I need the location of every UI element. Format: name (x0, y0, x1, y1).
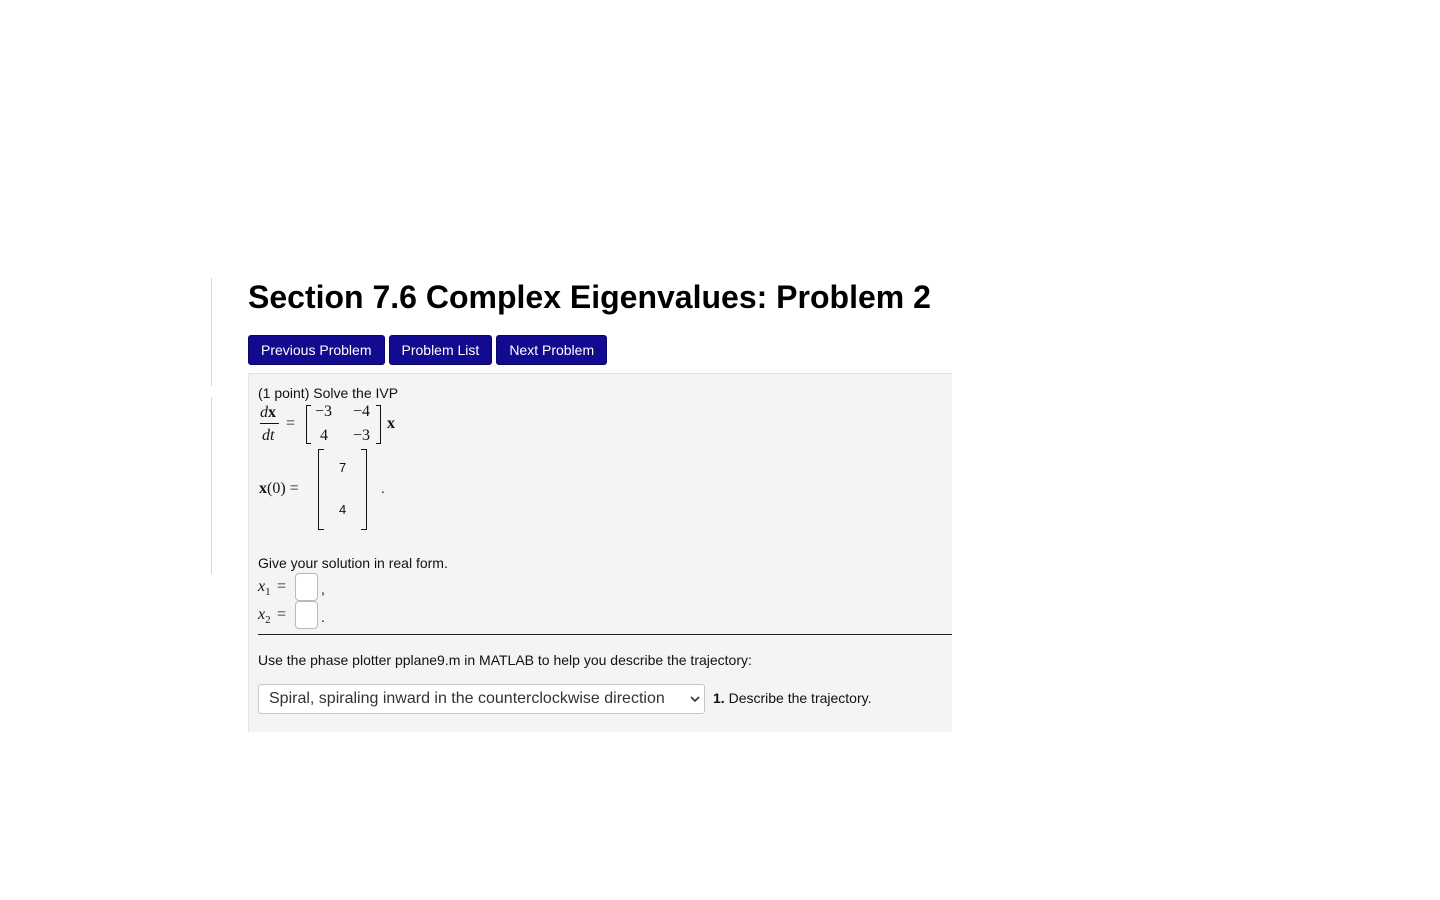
x2-equals: = (277, 606, 287, 623)
x1-answer-input[interactable] (295, 573, 318, 601)
x2-label (258, 606, 271, 626)
chevron-down-icon (688, 692, 702, 706)
x1-subscript: 1 (265, 586, 271, 599)
next-problem-button[interactable]: Next Problem (496, 335, 607, 365)
problem-intro: (1 point) Solve the IVP (258, 385, 399, 401)
ic-value-1: 7 (339, 460, 347, 475)
fraction-bar (260, 423, 279, 424)
matrix-a11: −3 (315, 403, 333, 420)
ic-value-2: 4 (339, 502, 347, 517)
question-number: 1. (713, 690, 725, 706)
instruction-text: Give your solution in real form. (258, 555, 448, 571)
left-divider (211, 397, 212, 574)
left-divider (211, 278, 212, 386)
ic-rest: (0) = (267, 480, 299, 497)
matrix-a12: −4 (353, 403, 371, 420)
question-label (713, 690, 871, 706)
derivative-denominator: dt (262, 427, 275, 444)
x2-period: . (321, 609, 325, 625)
section-divider (258, 634, 952, 635)
ic-left-bracket (318, 449, 324, 530)
x1-label (258, 578, 271, 598)
equals-sign: = (286, 415, 296, 432)
matrix-left-bracket (306, 405, 311, 444)
part2-prompt: Use the phase plotter pplane9.m in MATLAB to help you describe the trajectory: (258, 652, 752, 668)
previous-problem-button[interactable]: Previous Problem (248, 335, 385, 365)
derivative-numerator (260, 404, 276, 422)
matrix-a21: 4 (320, 427, 328, 444)
ic-right-bracket (361, 449, 367, 530)
x2-subscript: 2 (265, 614, 271, 627)
matrix-right-bracket (376, 405, 381, 444)
page-title: Section 7.6 Complex Eigenvalues: Problem 2 (248, 279, 931, 315)
x1-comma: , (321, 581, 325, 597)
derivative-x: x (268, 404, 276, 421)
question-text: Describe the trajectory. (728, 690, 872, 706)
problem-navigation (248, 335, 607, 365)
x1-equals: = (277, 578, 287, 595)
matrix-a22: −3 (353, 427, 371, 444)
vector-x: x (387, 415, 395, 432)
ic-period: . (381, 480, 385, 496)
x2-answer-input[interactable] (295, 601, 318, 629)
derivative-d: d (260, 404, 268, 421)
initial-condition-label (259, 480, 299, 498)
x1-var: x (258, 578, 266, 595)
x2-var: x (258, 606, 266, 623)
problem-list-button[interactable]: Problem List (389, 335, 493, 365)
trajectory-select[interactable]: Spiral, spiraling inward in the counterclockwise direction (258, 684, 705, 714)
ic-x: x (259, 480, 267, 497)
